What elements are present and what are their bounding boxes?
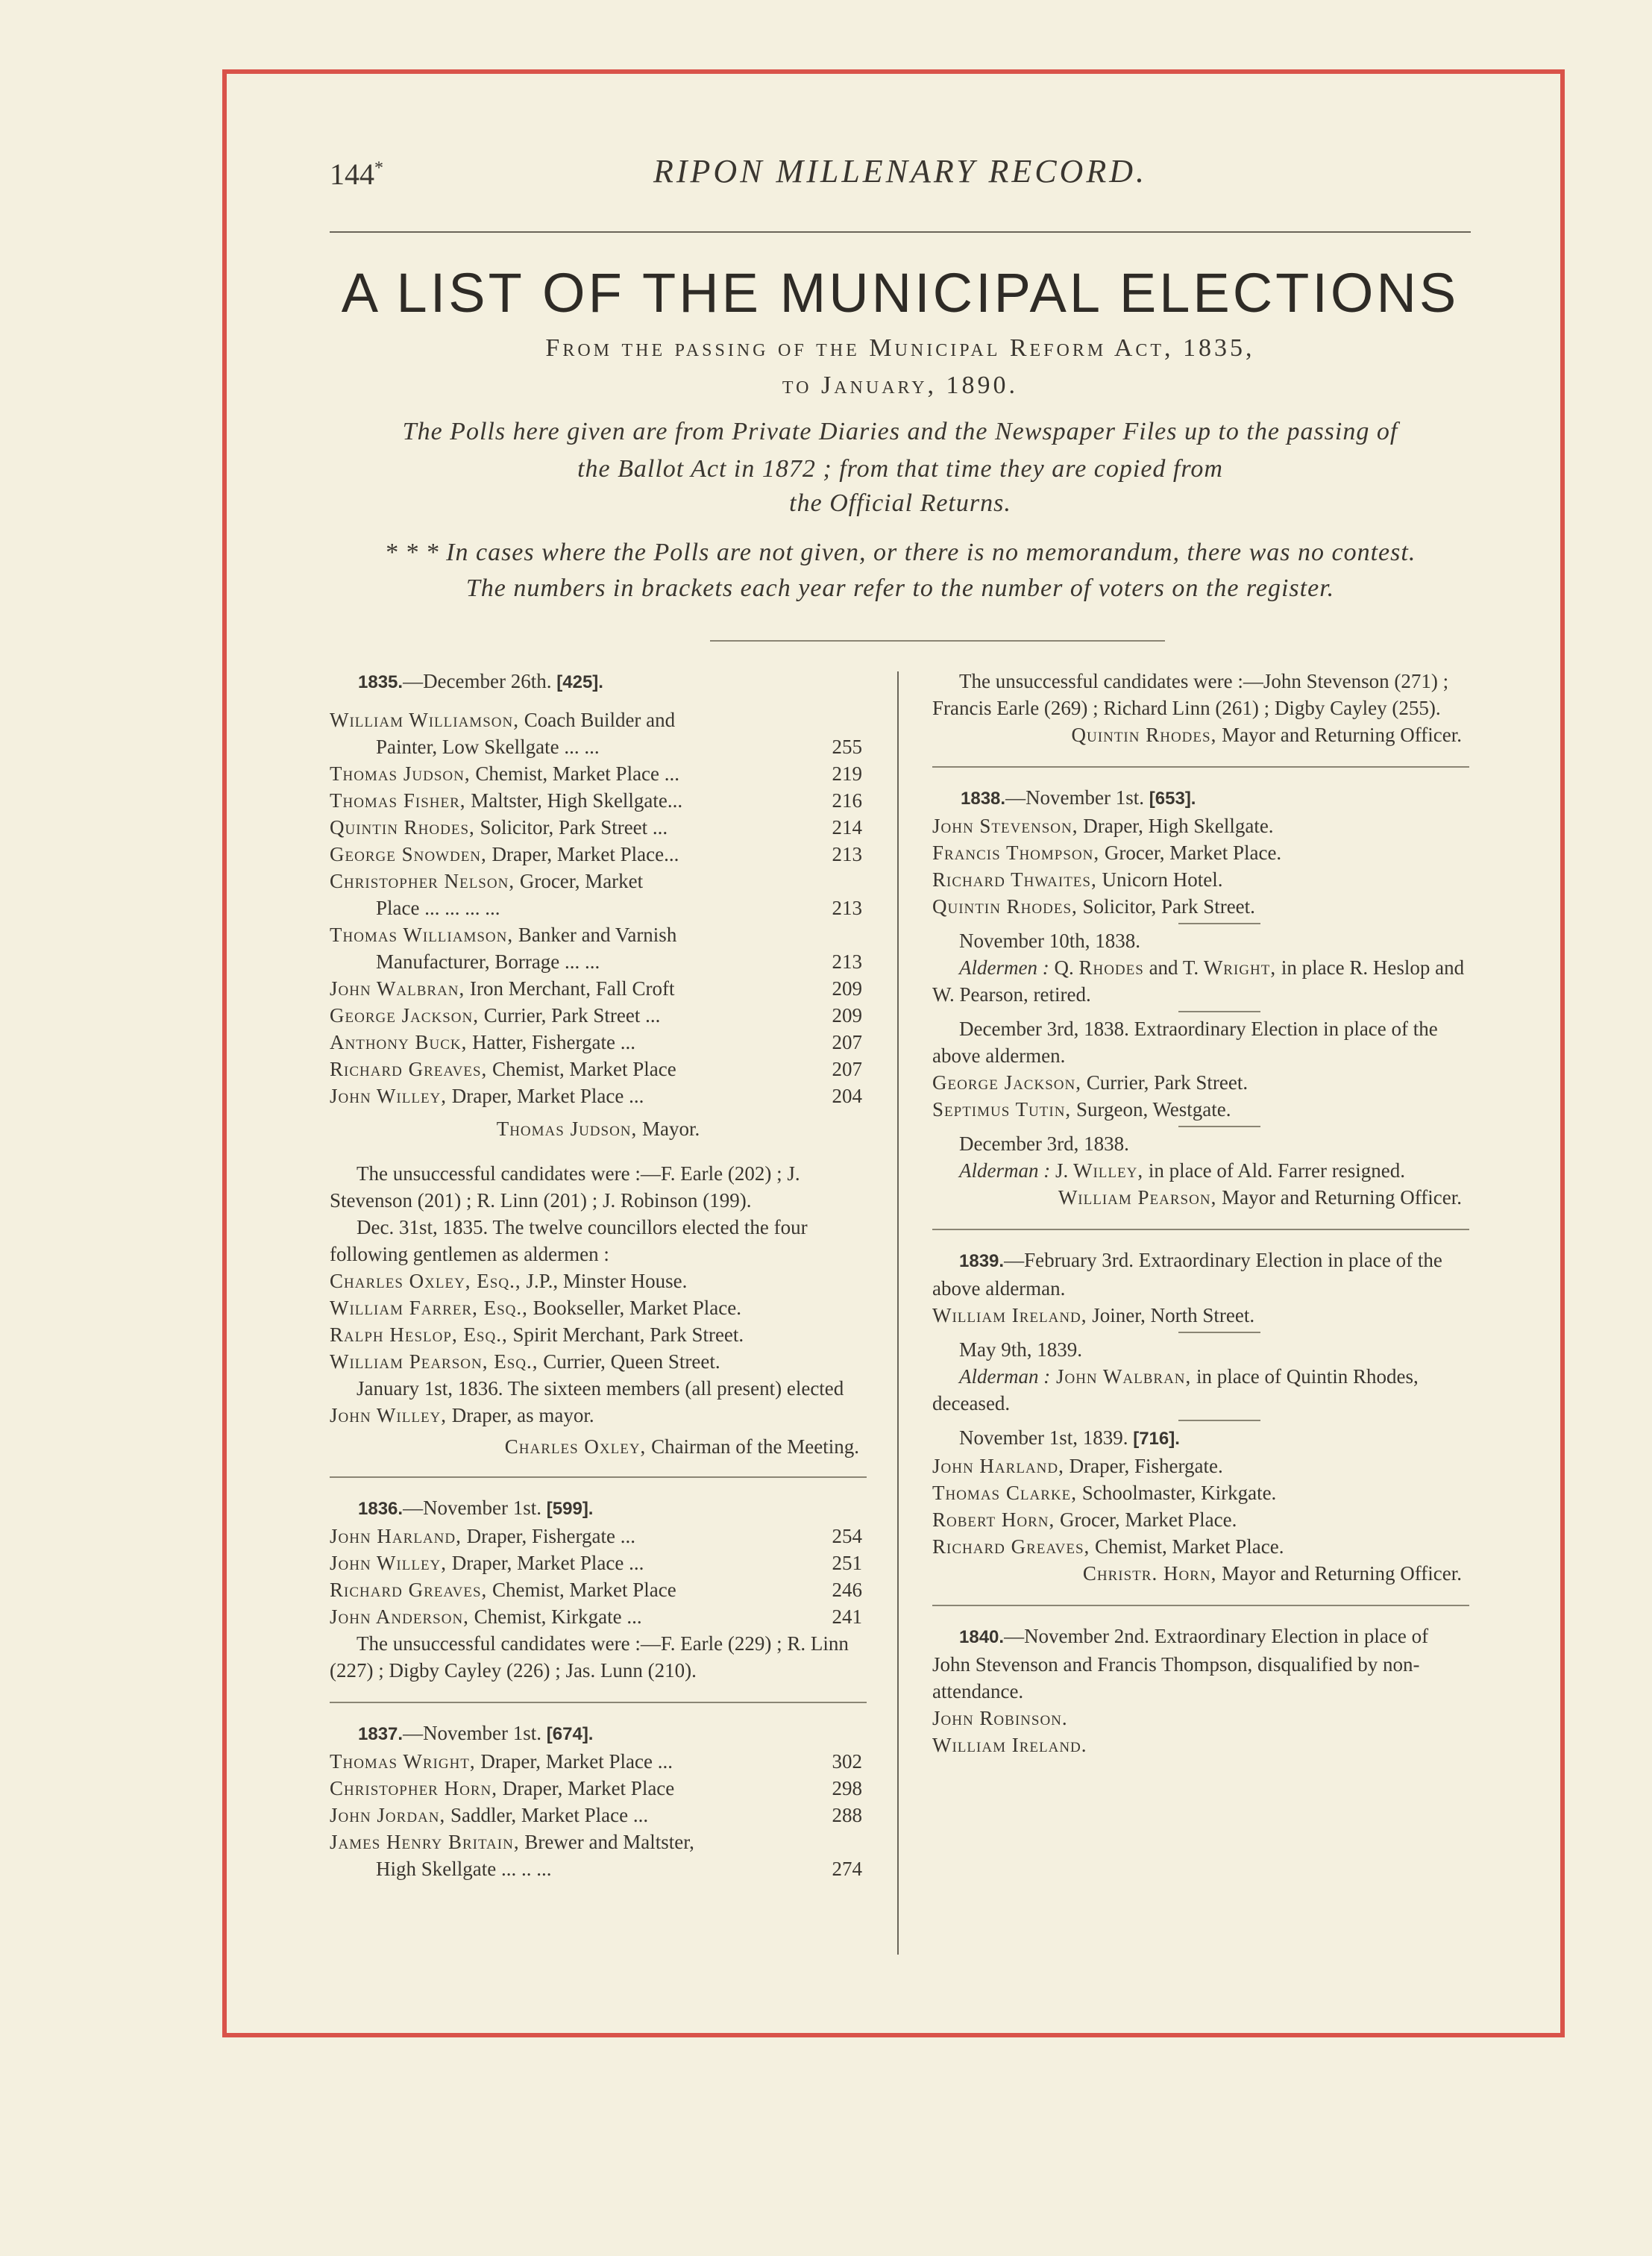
unsuccessful-1835: The unsuccessful candidates were :—F. Earle (202) ; J. Stevenson (201) ; R. Linn (201) ; J. Robinson (199).	[330, 1162, 800, 1212]
list-item: Thomas Wright, Draper, Market Place ... 302	[330, 1750, 862, 1773]
section-rule	[330, 1476, 867, 1478]
list-item: William Pearson, Esq., Currier, Queen Street.	[330, 1350, 720, 1373]
list-item: High Skellgate ... .. ... 274	[376, 1858, 862, 1880]
list-item: George Snowden, Draper, Market Place... 213	[330, 843, 862, 865]
page-title: A LIST OF THE MUNICIPAL ELECTIONS	[341, 262, 1460, 324]
subtitle-line2: to January, 1890.	[782, 372, 1019, 399]
list-item: Thomas Judson, Chemist, Market Place ... 219	[330, 762, 862, 785]
nov10-aldermen: Aldermen : Q. Rhodes and T. Wright, in place R. Heslop and W. Pearson, retired.	[932, 956, 1465, 1006]
year-heading-1838: 1838.—November 1st. [653].	[961, 786, 1196, 809]
list-item: Thomas Fisher, Maltster, High Skellgate... 216	[330, 789, 862, 812]
nov10-date: November 10th, 1838.	[959, 930, 1140, 952]
list-item: Thomas Clarke, Schoolmaster, Kirkgate.	[932, 1482, 1277, 1504]
short-rule	[1178, 1420, 1260, 1421]
dec3-alderman: Alderman : J. Willey, in place of Ald. Farrer resigned.	[959, 1159, 1405, 1182]
short-rule	[1178, 1332, 1260, 1333]
section-rule	[330, 1702, 867, 1703]
mayor-note-1836: January 1st, 1836. The sixteen members (all present) elected John Willey, Draper, as mayor.	[330, 1377, 844, 1426]
unsuccessful-1836: The unsuccessful candidates were :—F. Earle (229) ; R. Linn (227) ; Digby Cayley (226) ; Jas. Lunn (210).	[330, 1632, 849, 1682]
list-item: John Anderson, Chemist, Kirkgate ... 241	[330, 1605, 862, 1628]
mayor-line-1835: Thomas Judson, Mayor.	[496, 1118, 700, 1140]
list-item: Septimus Tutin, Surgeon, Westgate.	[932, 1098, 1231, 1121]
year-heading-1836: 1836.—November 1st. [599].	[358, 1497, 594, 1519]
list-item: Manufacturer, Borrage ... ... 213	[376, 950, 862, 973]
list-item: Charles Oxley, Esq., J.P., Minster House.	[330, 1270, 688, 1292]
list-item: John Stevenson, Draper, High Skellgate.	[932, 815, 1274, 837]
list-item: Anthony Buck, Hatter, Fishergate ... 207	[330, 1031, 862, 1053]
list-item: Richard Greaves, Chemist, Market Place.	[932, 1535, 1284, 1558]
list-item: John Willey, Draper, Market Place ... 204	[330, 1085, 862, 1107]
may9-date: May 9th, 1839.	[959, 1338, 1082, 1361]
header-rule	[330, 231, 1471, 233]
mayor-line-1837: Quintin Rhodes, Mayor and Returning Officer.	[1071, 724, 1462, 746]
list-item: Christopher Horn, Draper, Market Place 298	[330, 1777, 862, 1799]
section-rule	[932, 766, 1469, 768]
list-item: Richard Greaves, Chemist, Market Place 246	[330, 1579, 862, 1601]
list-item: Painter, Low Skellgate ... ... 255	[376, 736, 862, 758]
note-line1: * * * In cases where the Polls are not given, or there is no memorandum, there was no contest.	[384, 539, 1416, 566]
unsuccessful-1837: The unsuccessful candidates were :—John Stevenson (271) ; Francis Earle (269) ; Richard Linn (261) ; Digby Cayley (255).	[932, 670, 1449, 719]
dec3-date: December 3rd, 1838.	[959, 1132, 1129, 1155]
list-item: William Ireland, Joiner, North Street.	[932, 1304, 1255, 1326]
dec3-extraordinary: December 3rd, 1838. Extraordinary Election in place of the above aldermen.	[932, 1018, 1438, 1067]
intro-line3: the Official Returns.	[789, 489, 1011, 517]
list-item: Richard Thwaites, Unicorn Hotel.	[932, 868, 1223, 891]
list-item: Richard Greaves, Chemist, Market Place 207	[330, 1058, 862, 1080]
list-item: Francis Thompson, Grocer, Market Place.	[932, 842, 1282, 864]
running-title: RIPON MILLENARY RECORD.	[653, 153, 1147, 189]
nov1-1839: November 1st, 1839. [716].	[959, 1426, 1180, 1449]
column-divider	[897, 671, 899, 1955]
left-column	[330, 668, 867, 1882]
note-line2: The numbers in brackets each year refer to the number of voters on the register.	[465, 574, 1335, 602]
list-item: John Harland, Draper, Fishergate ... 254	[330, 1525, 862, 1547]
year-heading-1839: 1839.—February 3rd. Extraordinary Election in place of the above alderman.	[932, 1249, 1442, 1300]
section-rule	[932, 1229, 1469, 1230]
intro-rule	[710, 640, 1165, 642]
list-item: Ralph Heslop, Esq., Spirit Merchant, Park Street.	[330, 1323, 744, 1346]
list-item: William Ireland.	[932, 1734, 1087, 1756]
mayor-line-1838: William Pearson, Mayor and Returning Officer.	[1058, 1186, 1462, 1209]
mayor-line-1839: Christr. Horn, Mayor and Returning Officer.	[1082, 1562, 1462, 1585]
list-item: Robert Horn, Grocer, Market Place.	[932, 1508, 1237, 1531]
section-rule	[932, 1605, 1469, 1606]
aldermen-note-1835: Dec. 31st, 1835. The twelve councillors elected the four following gentlemen as aldermen :	[330, 1216, 808, 1265]
list-item: William Farrer, Esq., Bookseller, Market Place.	[330, 1297, 741, 1319]
subtitle-line1: From the passing of the Municipal Reform Act, 1835,	[545, 334, 1255, 362]
list-item: Christopher Nelson, Grocer, Market	[330, 870, 644, 892]
intro-line2: the Ballot Act in 1872 ; from that time they are copied from	[577, 455, 1223, 483]
intro-line1: The Polls here given are from Private Diaries and the Newspaper Files up to the passing of	[402, 418, 1398, 445]
chairman-line: Charles Oxley, Chairman of the Meeting.	[504, 1435, 859, 1458]
page-header	[330, 152, 1471, 198]
short-rule	[1178, 1011, 1260, 1012]
list-item: Quintin Rhodes, Solicitor, Park Street ... 214	[330, 816, 862, 839]
list-item: William Williamson, Coach Builder and	[330, 709, 676, 731]
list-item: George Jackson, Currier, Park Street.	[932, 1071, 1249, 1094]
list-item: John Robinson.	[932, 1707, 1068, 1729]
list-item: John Harland, Draper, Fishergate.	[932, 1455, 1223, 1477]
list-item: James Henry Britain, Brewer and Maltster,	[330, 1831, 694, 1853]
list-item: George Jackson, Currier, Park Street ... 209	[330, 1004, 862, 1027]
list-item: Place ... ... ... ... 213	[376, 897, 862, 919]
short-rule	[1178, 923, 1260, 924]
list-item: John Willey, Draper, Market Place ... 251	[330, 1552, 862, 1574]
short-rule	[1178, 1126, 1260, 1127]
list-item: Quintin Rhodes, Solicitor, Park Street.	[932, 895, 1255, 918]
list-item: Thomas Williamson, Banker and Varnish	[330, 924, 677, 946]
right-column	[932, 668, 1469, 1758]
list-item: John Jordan, Saddler, Market Place ... 288	[330, 1804, 862, 1826]
list-item: John Walbran, Iron Merchant, Fall Croft 209	[330, 977, 862, 1000]
year-heading-1835: 1835.—December 26th. [425].	[358, 670, 603, 692]
page-number: 144*	[330, 157, 383, 191]
year-heading-1840: 1840.—November 2nd. Extraordinary Election in place of John Stevenson and Francis Thompson, disqualified by non-attendance.	[932, 1625, 1429, 1702]
year-heading-1837: 1837.—November 1st. [674].	[358, 1722, 594, 1744]
may9-alderman: Alderman : John Walbran, in place of Quintin Rhodes, deceased.	[932, 1365, 1419, 1414]
